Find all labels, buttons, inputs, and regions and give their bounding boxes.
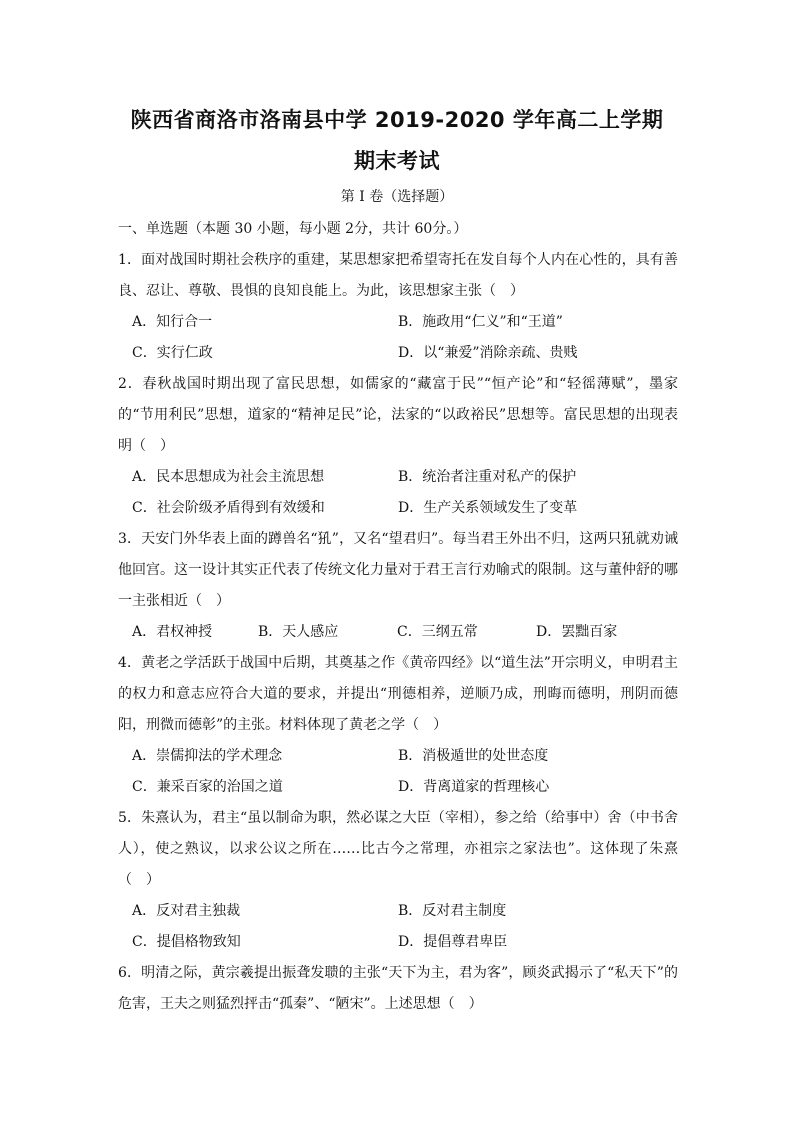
section-heading: 一、单选题（本题 30 小题，每小题 2分，共计 60分。） — [118, 221, 468, 237]
question-5-options-row-1 — [118, 896, 678, 927]
option-d: D．罢黜百家 — [536, 624, 618, 640]
question-6-stem: 6．明清之际，黄宗羲提出振聋发聩的主张“天下为主，君为客”，顾炎武揭示了“私天下”的危害，王夫之则猛烈抨击“孤秦”、“陋宋”。上述思想（ ） — [118, 965, 678, 1012]
option-b: B．反对君主制度 — [398, 903, 507, 919]
option-c: C．提倡格物致知 — [132, 934, 241, 950]
question-1-options-row-1 — [118, 307, 678, 338]
question-5-stem: 5．朱熹认为，君主“虽以制命为职，然必谋之大臣（宰相），参之给（给事中）舍（中书舍人），使之熟议，以求公议之所在……比古今之常理，亦祖宗之家法也”。这体现了朱熹（ ） — [118, 810, 678, 888]
option-d: D．以“兼爱”消除亲疏、贵贱 — [398, 345, 578, 361]
option-d: D．背离道家的哲理核心 — [398, 779, 550, 795]
option-a: A．知行合一 — [132, 314, 213, 330]
option-a: A．反对君主独裁 — [132, 903, 241, 919]
option-a: A．崇儒抑法的学术理念 — [132, 748, 283, 764]
exam-title: 陕西省商洛市洛南县中学 2019-2020 学年高二上学期 — [130, 108, 664, 132]
exam-subtitle: 期末考试 — [354, 149, 440, 173]
question-4-options-row-1 — [118, 741, 678, 772]
option-d: D．提倡尊君卑臣 — [398, 934, 508, 950]
option-a: A．民本思想成为社会主流思想 — [132, 469, 325, 485]
option-b: B．统治者注重对私产的保护 — [398, 469, 577, 485]
question-2-options-row-2 — [118, 493, 678, 524]
exam-body — [118, 214, 678, 1020]
question-1-stem: 1．面对战国时期社会秩序的重建，某思想家把希望寄托在发自每个人内在心性的，具有善良、忍让、尊敬、畏惧的良知良能上。为此，该思想家主张（ ） — [118, 252, 678, 299]
question-4-stem: 4．黄老之学活跃于战国中后期，其奠基之作《黄帝四经》以“道生法”开宗明义，申明君主的权力和意志应符合大道的要求，并提出“刑德相养，逆顺乃成，刑晦而德明，刑阴而德阳，刑微而德彰”的主张。材料体现了黄老之学（ ） — [118, 655, 678, 733]
option-b: B．天人感应 — [258, 624, 339, 640]
option-b: B．消极遁世的处世态度 — [398, 748, 549, 764]
option-c: C．实行仁政 — [132, 345, 213, 361]
option-c: C．三纲五常 — [397, 624, 478, 640]
question-3-stem: 3．天安门外华表上面的蹲兽名“犼”，又名“望君归”。每当君王外出不归，这两只犼就劝诫他回宫。这一设计其实正代表了传统文化力量对于君王言行劝喻式的限制。这与董仲舒的哪一主张相近（ ） — [118, 531, 678, 609]
question-1-options-row-2 — [118, 338, 678, 369]
option-c: C．兼采百家的治国之道 — [132, 779, 283, 795]
question-4-options-row-2 — [118, 772, 678, 803]
question-5-options-row-2 — [118, 927, 678, 958]
option-c: C．社会阶级矛盾得到有效缓和 — [132, 500, 325, 516]
option-b: B．施政用“仁义”和“王道” — [398, 314, 563, 330]
volume-label: 第 I 卷（选择题） — [340, 189, 454, 205]
question-2-options-row-1 — [118, 462, 678, 493]
question-3-options-row — [118, 617, 678, 648]
option-a: A．君权神授 — [132, 624, 213, 640]
question-2-stem: 2．春秋战国时期出现了富民思想，如儒家的“藏富于民”“恒产论”和“轻徭薄赋”，墨家的“节用利民”思想，道家的“精神足民”论，法家的“以政裕民”思想等。富民思想的出现表明（ ） — [118, 376, 678, 454]
option-d: D．生产关系领域发生了变革 — [398, 500, 578, 516]
